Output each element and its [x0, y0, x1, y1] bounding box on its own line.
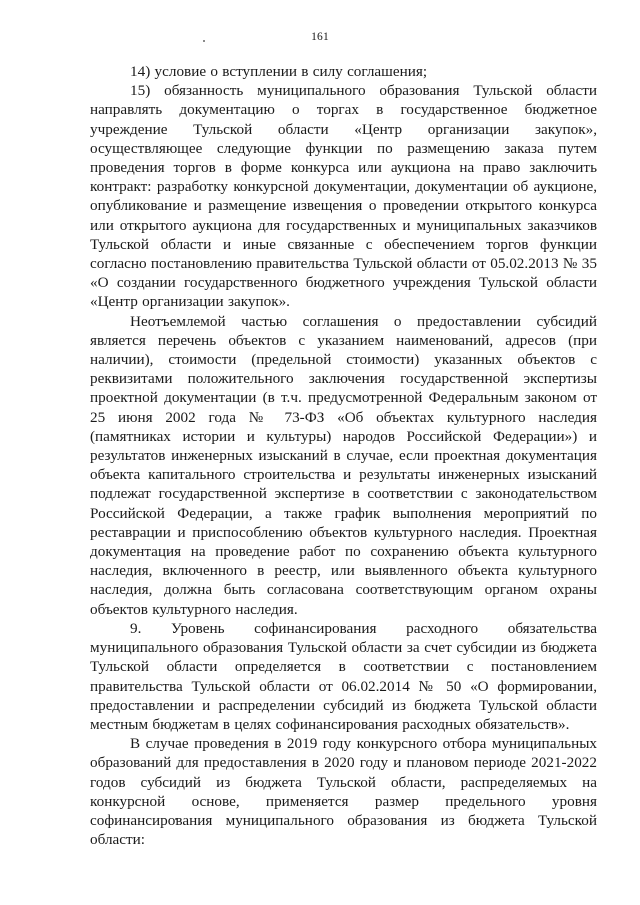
document-body [90, 62, 597, 849]
page-number: 161 [311, 31, 329, 43]
paragraph-item-14: 14) условие о вступлении в силу соглашения; [130, 63, 428, 80]
paragraph-annex-list: Неотъемлемой частью соглашения о предоставлении субсидий является перечень объектов с указанием наименований, адресов (при наличии), стоимости (предельной стоимости) указанных объектов с реквизитами положительного заключения государственной экспертизы проектной документации (в т.ч. предусмотренной Федеральным законом от 25 июня 2002 года № 73-ФЗ «Об объектах культурного наследия (памятниках истории и культуры) народов Российской Федерации») и результатов инженерных изысканий в случае, если проектная документация объекта капитального строительства и результаты инженерных изысканий подлежат государственной экспертизе в соответствии с законодательством Российской Федерации, а также график выполнения мероприятий по реставрации и приспособлению объектов культурного наследия. Проектная документация на проведение работ по сохранению объекта культурного наследия, включенного в реестр, или выявленного объекта культурного наследия, должна быть согласована соответствующим органом охраны объектов культурного наследия. [90, 312, 597, 618]
paragraph-item-15: 15) обязанность муниципального образования Тульской области направлять документацию о торгах в государственное бюджетное учреждение Тульской области «Центр организации закупок», осуществляющее следующие функции по размещению заказа путем проведения торгов в форме конкурса или аукциона на право заключить контракт: разработку конкурсной документации, документации об аукционе, опубликование и размещение извещения о проведении открытого конкурса или открытого аукциона для государственных и муниципальных заказчиков Тульской области и иные связанные с обеспечением торгов функции согласно постановлению правительства Тульской области от 05.02.2013 № 35 «О создании государственного бюджетного учреждения Тульской области «Центр организации закупок». [90, 82, 597, 311]
scan-artifact-dot [203, 40, 205, 42]
paragraph-competition-2019: В случае проведения в 2019 году конкурсного отбора муниципальных образований для предоставления в 2020 году и плановом периоде 2021-2022 годов субсидий из бюджета Тульской области, распределяемых на конкурсной основе, применяется размер предельного уровня софинансирования муниципального образования из бюджета Тульской области: [90, 735, 597, 849]
paragraph-item-9: 9. Уровень софинансирования расходного обязательства муниципального образования Тульской области за счет субсидии из бюджета Тульской области определяется в соответствии с постановлением правительства Тульской области от 06.02.2014 № 50 «О формировании, предоставлении и распределении субсидий из бюджета Тульской области местным бюджетам в целях софинансирования расходных обязательств». [90, 619, 597, 733]
